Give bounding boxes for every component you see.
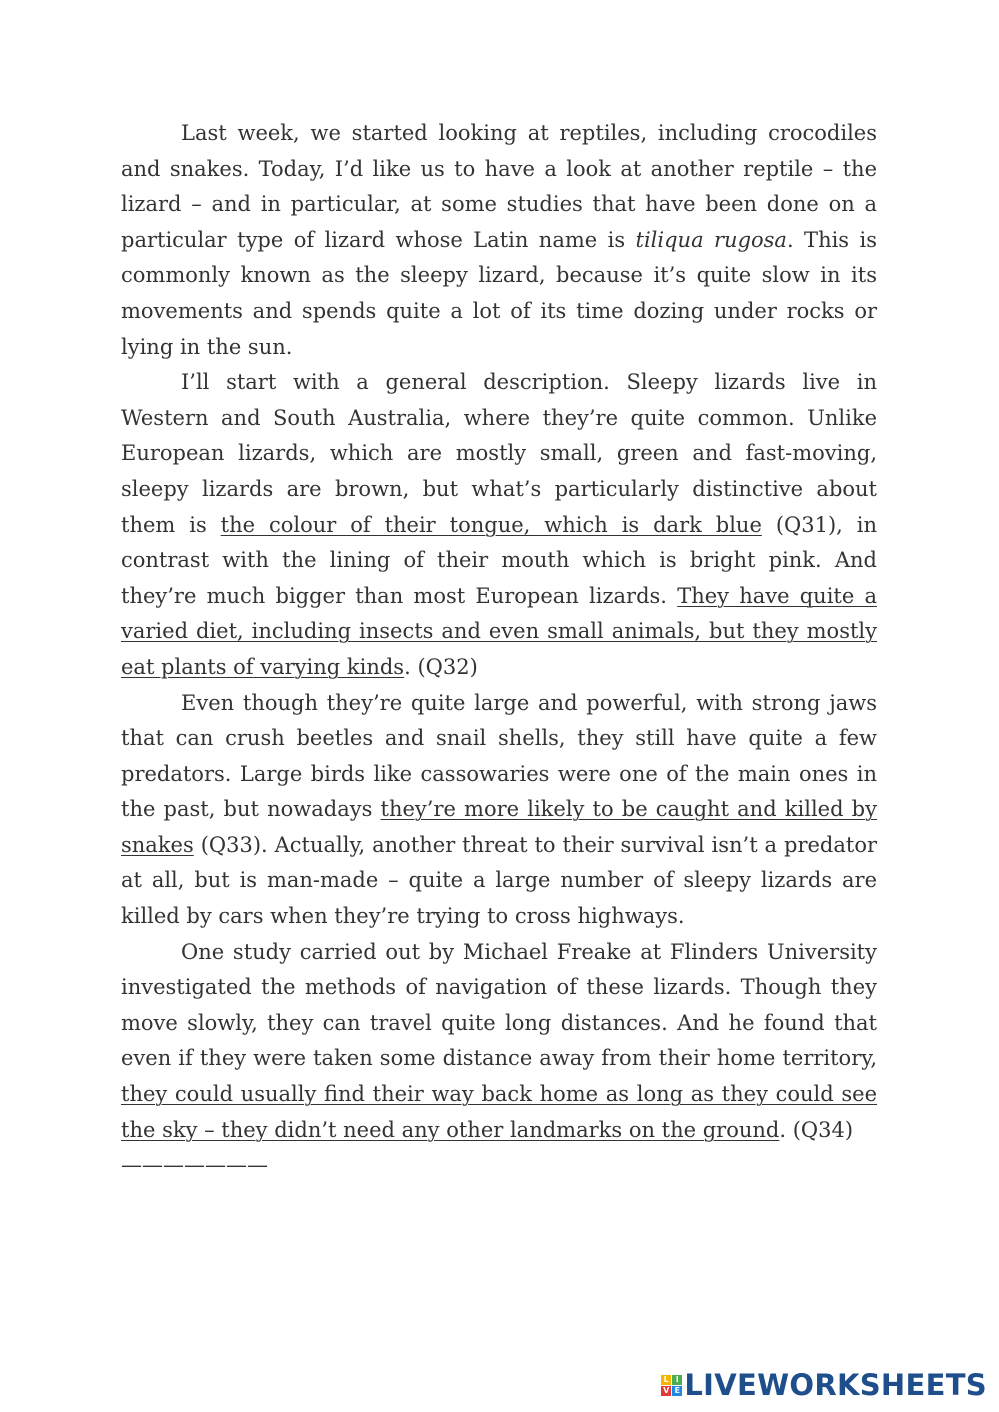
logo-mark-letter: E [672,1386,682,1396]
latin-name: tiliqua rugosa [635,227,787,252]
paragraph-4 [121,935,877,1149]
paragraph-1-text-a: Last week, we started looking at reptiles, including crocodiles and snakes. Today, I’d like us to have a look at another reptile – the lizard – and in particular, at some studies that have been done on a particular type of lizard whose Latin name is [121,121,877,252]
paragraph-3-text-a: Even though they’re quite large and powerful, with strong jaws that can crush beetles and snail shells, they still have quite a few predators. Large birds like cassowaries were one of the main ones in the past, but nowadays [121,690,877,822]
logo-mark-letter: V [663,1385,670,1395]
paragraph-2-text-a: I’ll start with a general description. Sleepy lizards live in Western and South Australia, where they’re quite common. Unlike European lizards, which are mostly small, green and fast-moving, sleepy lizards are brown, but what’s particularly distinctive about them is [121,370,877,537]
answer-q32: They have quite a varied diet, including insects and even small animals, but they mostly eat plants of varying kinds [121,583,878,679]
logo-mark-letter: I [672,1375,682,1385]
logo-mark-letter: L [661,1375,671,1385]
liveworksheets-logo [661,1368,987,1402]
paragraph-4-text-b: . (Q34) [779,1117,854,1142]
paragraph-2-text-b: (Q31), in contrast with the lining of their mouth which is bright pink. And they’re much bigger than most European lizards. [121,512,877,608]
paragraph-4-text-a: One study carried out by Michael Freake at Flinders University investigated the methods of navigation of these lizards. Though they move slowly, they can travel quite long distances. And he found that even if they were taken some distance away from their home territory, [121,939,877,1071]
paragraph-1 [121,116,877,365]
separator-dashes: ——————— [121,1153,268,1178]
paragraph-3 [121,686,877,935]
answer-q31: the colour of their tongue, which is dark blue [220,512,762,537]
logo-text: LIVEWORKSHEETS [684,1368,987,1402]
paragraph-3-text-b: (Q33). Actually, another threat to their survival isn’t a predator at all, but is man-made – quite a large number of sleepy lizards are killed by cars when they’re trying to cross highways. [121,832,877,929]
document-body [121,116,877,1184]
logo-mark-icon [661,1375,682,1396]
answer-q33: they’re more likely to be caught and killed by snakes [121,797,877,857]
paragraph-2-text-c: . (Q32) [404,654,478,679]
paragraph-1-text-b: . This is commonly known as the sleepy lizard, because it’s quite slow in its movements and spends quite a lot of its time dozing under rocks or lying in the sun. [121,227,877,359]
answer-q34: they could usually find their way back home as long as they could see the sky – they didn’t need any other landmarks on the ground [121,1082,877,1142]
paragraph-2 [121,365,877,685]
